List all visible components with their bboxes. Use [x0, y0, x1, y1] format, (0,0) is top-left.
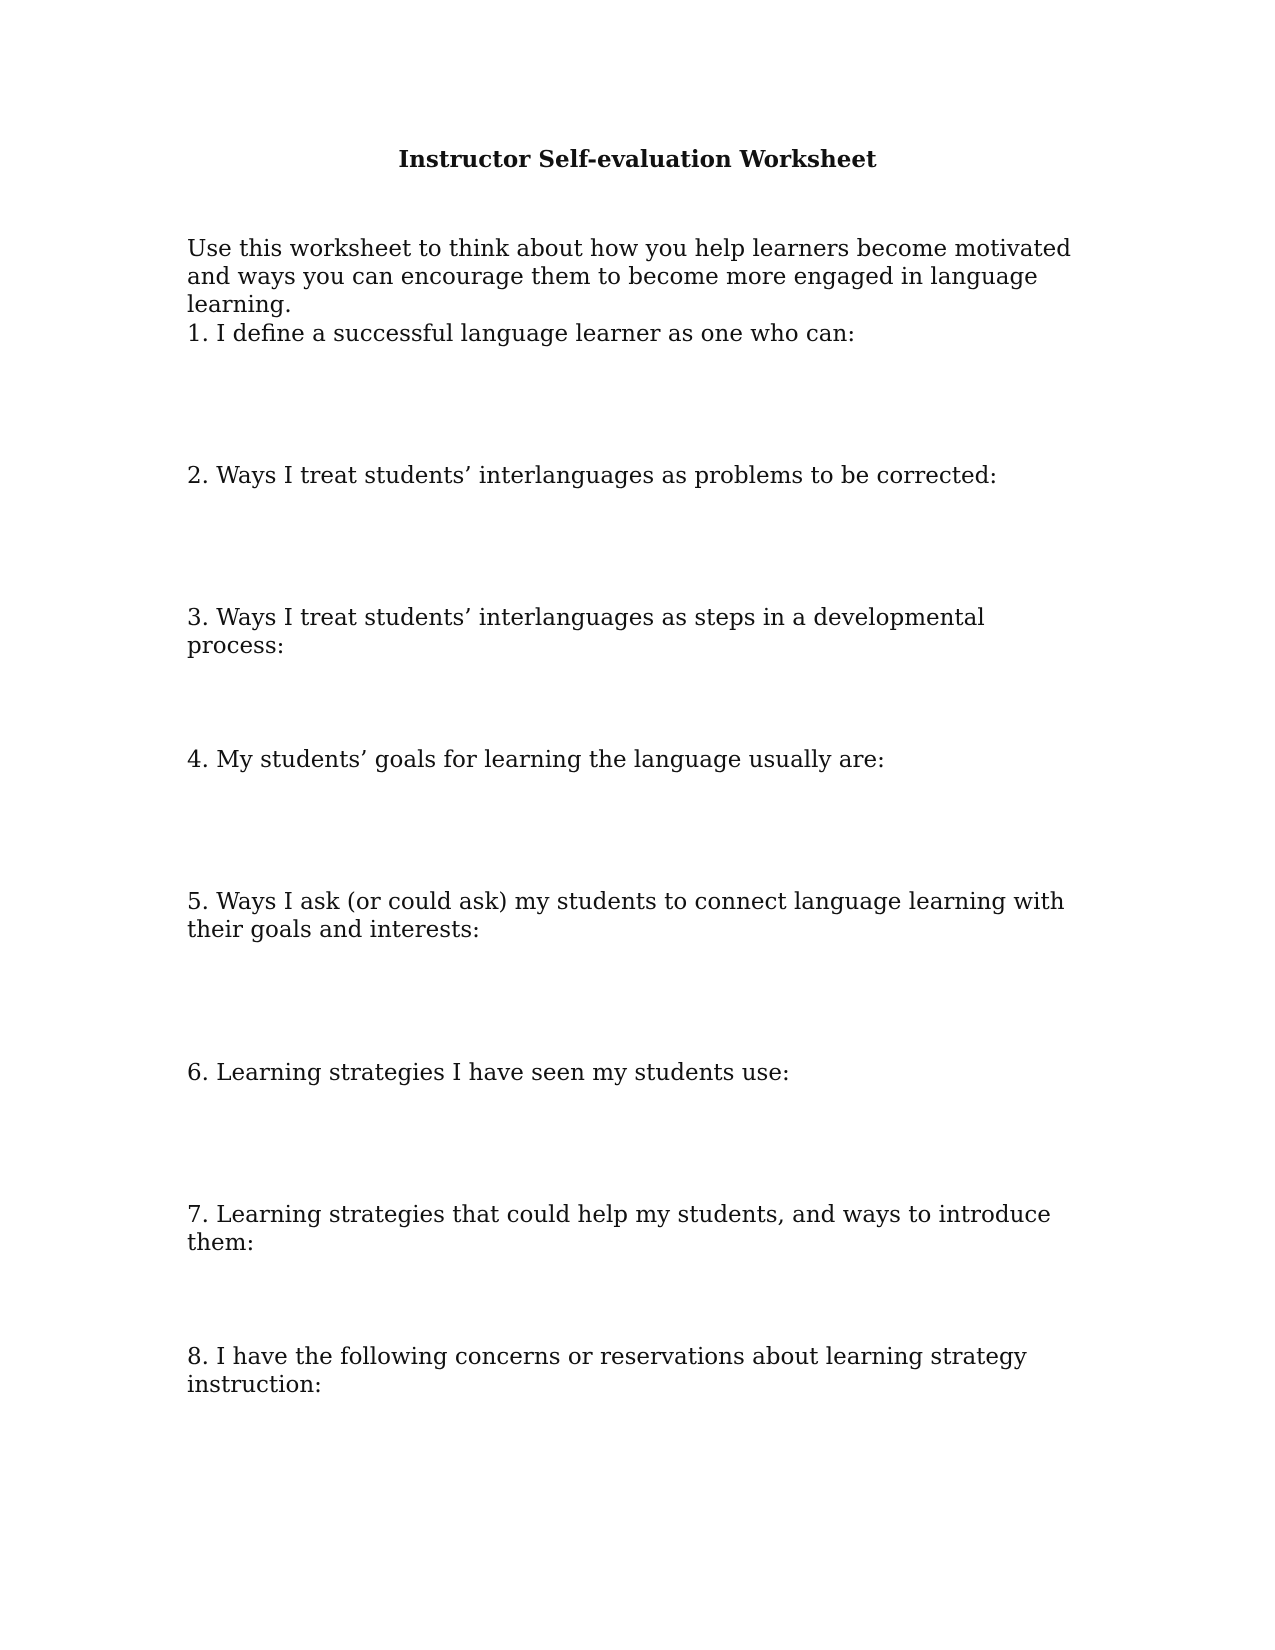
question-2: 2. Ways I treat students’ interlanguages as problems to be corrected: — [187, 463, 998, 489]
question-3: 3. Ways I treat students’ interlanguages as steps in a developmental process: — [187, 605, 985, 659]
intro-paragraph: Use this worksheet to think about how you help learners become motivated and ways you can encourage them to become more engaged in language learning. — [187, 236, 1071, 318]
question-7: 7. Learning strategies that could help my students, and ways to introduce them: — [187, 1202, 1051, 1256]
question-8: 8. I have the following concerns or reservations about learning strategy instruction: — [187, 1344, 1027, 1398]
question-6: 6. Learning strategies I have seen my students use: — [187, 1060, 790, 1086]
question-4: 4. My students’ goals for learning the language usually are: — [187, 747, 885, 773]
page-title: Instructor Self-evaluation Worksheet — [398, 146, 877, 173]
question-5: 5. Ways I ask (or could ask) my students to connect language learning with their goals and interests: — [187, 889, 1065, 943]
question-1: 1. I define a successful language learner as one who can: — [187, 321, 856, 347]
